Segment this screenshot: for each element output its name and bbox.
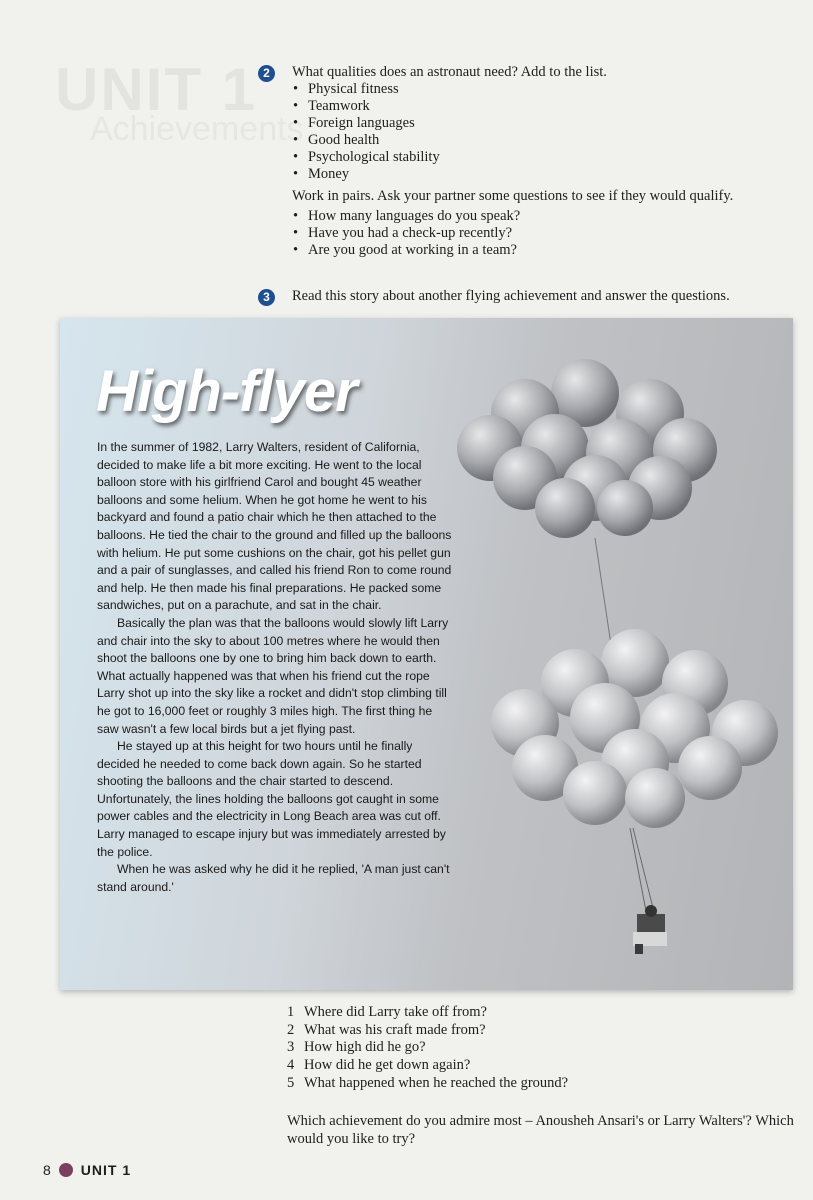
ghost-heading: UNIT 1 [55, 56, 258, 123]
ghost-subheading: Achievements [90, 110, 304, 148]
list-item: • How many languages do you speak? [292, 208, 798, 225]
list-item: • Physical fitness [292, 81, 798, 98]
comprehension-questions [287, 1004, 568, 1092]
story-paragraph-4: When he was asked why he did it he replied, 'A man just can't stand around.' [97, 862, 450, 894]
exercise-3-prompt: Read this story about another flying achievement and answer the questions. [292, 288, 730, 304]
closing-question: Which achievement do you admire most – Anousheh Ansari's or Larry Walters'? Which would you like to try? [287, 1113, 794, 1147]
exercise-2-prompt: What qualities does an astronaut need? Add to the list. [292, 64, 607, 80]
story-text [97, 439, 457, 896]
balloons-photo [445, 338, 790, 988]
list-item: • Teamwork [292, 98, 798, 115]
story-paragraph-3: He stayed up at this height for two hours until he finally decided he needed to come back down again. So he started shooting the balloons and the chair started to descend. Unfortunately, the lines holding the balloons got caught in some power cables and the electricity in Long Beach area was cut off. Larry managed to escape injury but was immediately arrested by the police. [97, 739, 446, 859]
question-item: 2 What was his craft made from? [287, 1021, 486, 1038]
qualities-list [292, 81, 798, 183]
question-item: 3 How high did he go? [287, 1039, 426, 1056]
list-item: • Have you had a check-up recently? [292, 225, 798, 242]
story-paragraph-1: In the summer of 1982, Larry Walters, resident of California, decided to make life a bit more exciting. He went to the local balloon store with his girlfriend Carol and bought 45 weather balloons and some helium. When he got home he went to his backyard and found a patio chair which he then attached to the balloons. He tied the chair to the ground and filled up the balloons with helium. He put some cushions on the chair, got his pellet gun and a pair of sunglasses, and called his friend Ron to come round and help. He then made his final preparations. He packed some sandwiches, put on a parachute, and sat in the chair. [97, 440, 452, 613]
unit-dot-icon [59, 1163, 73, 1177]
exercise-number-badge: 3 [258, 289, 275, 306]
story-paragraph-2: Basically the plan was that the balloons would slowly lift Larry and chair into the sky to about 100 metres where he would then shoot the balloons one by one to bring him back down to earth. What actually happened was that when his friend cut the rope Larry shot up into the sky like a rocket and didn't stop climbing till he got to 16,000 feet or roughly 3 miles high. The first thing he saw wasn't a few local birds but a jet flying past. [97, 615, 449, 736]
pair-work-prompt: Work in pairs. Ask your partner some questions to see if they would qualify. [292, 188, 734, 204]
list-item: • Are you good at working in a team? [292, 242, 798, 259]
page-number: 8 [43, 1162, 51, 1178]
article-high-flyer [60, 318, 793, 990]
page-footer [43, 1162, 131, 1178]
question-item: 5 What happened when he reached the ground? [287, 1074, 569, 1091]
list-item: • Foreign languages [292, 115, 798, 132]
list-item: • Money [292, 166, 798, 183]
pair-questions-list [292, 208, 798, 259]
exercise-number-badge: 2 [258, 65, 275, 82]
question-item: 1 Where did Larry take off from? [287, 1004, 487, 1020]
question-item: 4 How did he get down again? [287, 1057, 471, 1074]
list-item: • Good health [292, 132, 798, 149]
chair-figure [633, 905, 667, 954]
list-item: • Psychological stability [292, 149, 798, 166]
unit-label: UNIT 1 [80, 1162, 132, 1178]
article-headline: High-flyer [96, 359, 357, 424]
exercise-2 [258, 64, 798, 259]
exercise-3 [258, 288, 798, 305]
